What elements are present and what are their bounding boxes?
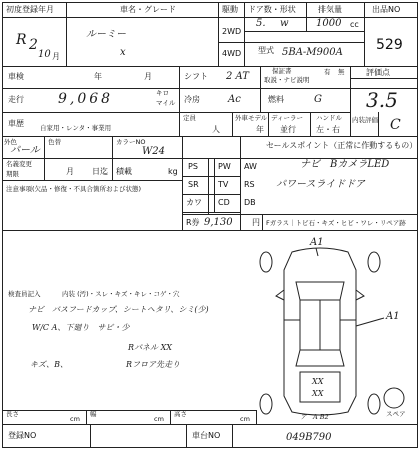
- shaken-label: 車検: [8, 72, 24, 81]
- drive-label: 駆動: [222, 5, 238, 14]
- displacement-label: 排気量: [318, 5, 342, 14]
- ac-label: 冷房: [184, 95, 200, 104]
- warranty-label: 保証書: [272, 67, 292, 75]
- model-code-label: 型式: [258, 46, 274, 55]
- width-label: 幅: [90, 410, 97, 418]
- capacity-unit: 人: [212, 125, 220, 134]
- period-month-label: 月: [66, 167, 74, 176]
- first-reg-era: R: [16, 32, 27, 48]
- loading-label: 積載: [116, 167, 132, 176]
- first-reg-label: 初度登録年月: [6, 5, 54, 14]
- color-value: パール: [10, 145, 40, 156]
- width-cm: cm: [154, 415, 164, 423]
- inspector-line-1: ナビ バスフードカップ、シートヘタリ、シミ(少): [28, 305, 209, 314]
- equip-aw: AW: [244, 162, 257, 171]
- color-label: 外色: [4, 138, 17, 146]
- ac-value: Ac: [228, 94, 241, 105]
- car-grade: x: [120, 47, 126, 58]
- notes-label: 注意事項(欠品・修復・不具合箇所および状態): [6, 185, 142, 193]
- shaken-year-label: 年: [94, 72, 102, 81]
- mileage-unit-km: キロ: [156, 89, 169, 97]
- ext-model-label: 外車モデル: [235, 114, 268, 122]
- color-code-label: カラーNO: [116, 138, 146, 146]
- length-label: 長さ: [6, 410, 19, 418]
- shift-label: シフト: [184, 72, 208, 81]
- diagram-mark-rear-1: XX: [312, 377, 324, 386]
- first-reg-month-unit: 月: [52, 52, 60, 61]
- sell-point-1: ナビ BカメラLED: [300, 159, 390, 170]
- history-sub: 自家用・レンタ・事業用: [40, 124, 112, 132]
- drive-4wd: 4WD: [222, 49, 242, 58]
- model-label: 車名・グレード: [120, 5, 176, 14]
- chassis-label: 車台NO: [192, 431, 221, 440]
- inspector-line-3: Rパネル XX: [128, 343, 172, 352]
- spare-label: スペア: [386, 410, 406, 418]
- capacity-label: 定員: [183, 114, 196, 122]
- change-name-label: 名義変更: [6, 160, 32, 168]
- color-code-value: W24: [142, 146, 166, 157]
- handle-label: ハンドル: [316, 114, 342, 122]
- mileage-label: 走行: [8, 95, 24, 104]
- inspector-label: 検査員記入: [8, 290, 41, 298]
- equip-rs: RS: [244, 180, 255, 189]
- equip-tv: TV: [218, 180, 229, 189]
- interior-value: C: [390, 117, 401, 133]
- fuel-value: G: [314, 94, 322, 105]
- drive-2wd: 2WD: [222, 27, 242, 36]
- cc-value: 1000: [316, 18, 342, 29]
- reg-no-label: 登録NO: [8, 431, 37, 440]
- diagram-mark-right: A1: [386, 311, 400, 322]
- door-count: 5.: [256, 18, 266, 29]
- model-code: 5BA-M900A: [282, 47, 343, 58]
- diagram-mark-rear-2: XX: [312, 389, 324, 398]
- car-name: ルーミー: [86, 29, 126, 40]
- equip-db: DB: [244, 198, 256, 207]
- period-day-label: 日迄: [92, 167, 108, 176]
- dealer-sub: 並行: [280, 125, 296, 134]
- sell-points-label: セールスポイント（正常に作動するもの）: [266, 141, 418, 150]
- dealer-label: ディーラー: [271, 114, 303, 122]
- warranty-nashi: 無: [338, 68, 345, 76]
- score-value: 3.5: [366, 88, 398, 112]
- first-reg-month: 10: [38, 49, 51, 60]
- score-label: 評価点: [366, 68, 390, 77]
- history-label: 車歴: [8, 119, 24, 128]
- glass-label: Fガラス｜トビ石・キズ・ヒビ・ワレ・リペア跡: [266, 219, 406, 227]
- ext-model-unit: 年: [256, 125, 264, 134]
- handle-sub: 左・右: [316, 125, 340, 134]
- equip-ps: PS: [188, 162, 198, 171]
- inspector-tags: 内装 (汚)・スレ・キズ・キレ・コゲ・穴: [62, 290, 180, 298]
- shaken-month-label: 月: [144, 72, 152, 81]
- diagram-mark-top: A1: [310, 237, 324, 248]
- mileage-unit-mile: マイル: [156, 99, 176, 107]
- shift-value: 2 AT: [226, 71, 249, 82]
- cc-unit: cc: [350, 20, 359, 29]
- body-shape: w: [280, 18, 289, 29]
- inspector-line-2: W/C A、下廻り サビ・少: [32, 323, 130, 332]
- equip-cd: CD: [218, 198, 230, 207]
- height-label: 高さ: [174, 410, 187, 418]
- first-reg-year: 2: [29, 37, 38, 53]
- equip-kawa: カワ: [186, 198, 202, 207]
- equip-sr: SR: [188, 180, 199, 189]
- loading-kg-label: kg: [168, 167, 178, 176]
- lot-label: 出品NO: [372, 5, 401, 14]
- interior-label: 内装評価: [352, 116, 378, 124]
- inspector-line-5: Rフロア先走り: [126, 360, 181, 369]
- r-ken-unit: 円: [252, 218, 260, 227]
- sell-point-2: パワースライドドア: [276, 179, 365, 190]
- equip-pw: PW: [218, 162, 231, 171]
- fuel-label: 燃料: [268, 95, 284, 104]
- diagram-mark-bottom: ア A B2: [300, 413, 329, 421]
- length-cm: cm: [70, 415, 80, 423]
- warranty-sub: 取説・ナビ説明: [264, 76, 310, 84]
- r-ken-label: R券: [186, 218, 200, 227]
- color-change-label: 色替: [48, 138, 61, 146]
- door-label: ドア数・形状: [248, 5, 296, 14]
- mileage-value: 9,068: [58, 91, 114, 107]
- inspector-line-4: キズ、B、: [30, 360, 68, 369]
- period-label: 期限: [6, 170, 19, 178]
- lot-number: 529: [376, 37, 403, 53]
- chassis-value: 049B790: [286, 432, 332, 443]
- r-ken-value: 9,130: [204, 217, 233, 228]
- warranty-ari: 有: [324, 68, 331, 76]
- height-cm: cm: [240, 415, 250, 423]
